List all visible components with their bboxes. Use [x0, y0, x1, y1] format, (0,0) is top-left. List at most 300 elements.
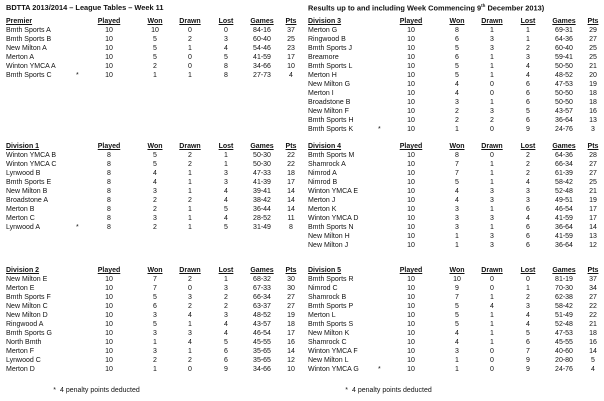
column-header-won: Won: [147, 18, 163, 25]
team-name: Winton YMCA A: [6, 63, 56, 70]
team-name: New Milton D: [6, 312, 48, 319]
cell-played: 10: [407, 233, 415, 240]
cell-games: 54-46: [253, 45, 271, 52]
team-name: Shamrock C: [308, 339, 347, 346]
cell-drawn: 3: [188, 330, 192, 337]
team-name: New Milton C: [6, 303, 48, 310]
column-header-games: Games: [250, 18, 274, 25]
cell-drawn: 0: [490, 126, 494, 133]
cell-lost: 4: [224, 45, 228, 52]
cell-pts: 12: [589, 242, 597, 249]
cell-drawn: 3: [490, 197, 494, 204]
table-row: [308, 178, 604, 187]
cell-games: 36-64: [555, 224, 573, 231]
column-header-played: Played: [399, 267, 423, 274]
cell-lost: 6: [526, 233, 530, 240]
cell-lost: 5: [224, 206, 228, 213]
cell-games: 24-76: [555, 126, 573, 133]
team-name: Merton D: [6, 366, 35, 373]
table-division-1: [6, 142, 302, 232]
cell-pts: 10: [287, 366, 295, 373]
column-header-games: Games: [552, 18, 576, 25]
table-row: [308, 187, 604, 196]
cell-games: 46-54: [253, 330, 271, 337]
table-row: [308, 44, 604, 53]
cell-drawn: 1: [490, 330, 494, 337]
cell-games: 69-31: [555, 27, 573, 34]
cell-lost: 4: [526, 179, 530, 186]
cell-pts: 34: [589, 285, 597, 292]
footnote-text: 4 penalty points deducted: [60, 387, 140, 394]
cell-lost: 4: [526, 312, 530, 319]
cell-drawn: 4: [490, 303, 494, 310]
table-row: [308, 196, 604, 205]
cell-lost: 4: [224, 330, 228, 337]
cell-lost: 3: [224, 170, 228, 177]
team-name: Nimrod C: [308, 285, 338, 292]
cell-pts: 17: [589, 215, 597, 222]
table-row: [6, 275, 302, 284]
cell-pts: 27: [589, 170, 597, 177]
cell-games: 41-39: [253, 179, 271, 186]
team-name: Merton F: [6, 348, 35, 355]
cell-pts: 16: [589, 108, 597, 115]
cell-played: 10: [105, 357, 113, 364]
cell-lost: 6: [526, 224, 530, 231]
cell-games: 43-57: [555, 108, 573, 115]
cell-drawn: 2: [188, 152, 192, 159]
cell-games: 66-34: [253, 294, 271, 301]
cell-won: 10: [151, 27, 159, 34]
cell-played: 10: [407, 36, 415, 43]
cell-lost: 3: [224, 36, 228, 43]
cell-games: 58-42: [555, 303, 573, 310]
cell-won: 3: [153, 188, 157, 195]
table-row: [6, 347, 302, 356]
cell-pts: 17: [287, 54, 295, 61]
cell-pts: 3: [591, 126, 595, 133]
cell-won: 7: [455, 170, 459, 177]
table-row: [308, 205, 604, 214]
cell-pts: 14: [589, 348, 597, 355]
column-header-games: Games: [552, 267, 576, 274]
column-header-drawn: Drawn: [481, 18, 503, 25]
table-row: [6, 329, 302, 338]
cell-games: 41-59: [555, 233, 573, 240]
cell-lost: 5: [526, 330, 530, 337]
cell-won: 3: [153, 348, 157, 355]
cell-played: 8: [107, 215, 111, 222]
cell-won: 4: [153, 179, 157, 186]
cell-won: 3: [455, 206, 459, 213]
penalty-marker: *: [76, 72, 79, 79]
table-row: [308, 329, 604, 338]
cell-lost: 3: [526, 188, 530, 195]
column-header-pts: Pts: [285, 267, 297, 274]
cell-played: 10: [105, 72, 113, 79]
cell-pts: 8: [289, 224, 293, 231]
cell-played: 10: [407, 54, 415, 61]
table-division-4: [308, 142, 604, 250]
cell-drawn: 2: [188, 36, 192, 43]
cell-games: 50-50: [555, 90, 573, 97]
table-row: [308, 107, 604, 116]
team-name: Ringwood A: [6, 321, 44, 328]
cell-pts: 17: [589, 206, 597, 213]
results-date-prefix: Results up to and including Week Commencing 9: [308, 3, 482, 13]
cell-pts: 21: [589, 63, 597, 70]
table-row: [6, 284, 302, 293]
column-header-won: Won: [449, 267, 465, 274]
division-title: Division 3: [308, 18, 342, 25]
cell-pts: 21: [589, 188, 597, 195]
cell-lost: 4: [224, 197, 228, 204]
cell-lost: 6: [224, 357, 228, 364]
cell-won: 1: [455, 233, 459, 240]
cell-drawn: 1: [490, 206, 494, 213]
cell-won: 3: [153, 312, 157, 319]
cell-won: 6: [153, 303, 157, 310]
table-division-5: [308, 266, 604, 374]
cell-drawn: 2: [188, 197, 192, 204]
cell-won: 7: [455, 161, 459, 168]
cell-games: 39-41: [253, 188, 271, 195]
cell-played: 8: [107, 179, 111, 186]
table-row: [6, 293, 302, 302]
cell-played: 10: [105, 36, 113, 43]
cell-played: 8: [107, 224, 111, 231]
cell-won: 5: [455, 312, 459, 319]
cell-lost: 1: [224, 161, 228, 168]
table-row: [6, 302, 302, 311]
cell-drawn: 1: [188, 72, 192, 79]
cell-games: 31-49: [253, 224, 271, 231]
cell-won: 1: [153, 339, 157, 346]
cell-lost: 3: [224, 285, 228, 292]
cell-played: 10: [407, 357, 415, 364]
cell-games: 48-52: [555, 72, 573, 79]
table-division-2: [6, 266, 302, 374]
cell-pts: 14: [287, 188, 295, 195]
cell-drawn: 1: [490, 170, 494, 177]
cell-drawn: 1: [490, 179, 494, 186]
cell-pts: 23: [287, 45, 295, 52]
cell-played: 10: [105, 63, 113, 70]
team-name: Ringwood B: [308, 36, 346, 43]
cell-played: 10: [407, 339, 415, 346]
cell-games: 66-34: [555, 161, 573, 168]
cell-won: 5: [153, 161, 157, 168]
team-name: Nimrod A: [308, 170, 337, 177]
cell-drawn: 0: [490, 81, 494, 88]
cell-games: 64-36: [555, 152, 573, 159]
table-row: [6, 205, 302, 214]
cell-drawn: 0: [490, 348, 494, 355]
column-header-played: Played: [97, 267, 121, 274]
cell-drawn: 4: [188, 339, 192, 346]
cell-games: 34-66: [253, 63, 271, 70]
cell-played: 10: [105, 285, 113, 292]
cell-played: 10: [105, 276, 113, 283]
cell-games: 60-40: [253, 36, 271, 43]
cell-played: 10: [105, 45, 113, 52]
footnote-star: *: [345, 387, 348, 394]
team-name: Lynwood C: [6, 357, 41, 364]
cell-lost: 2: [526, 161, 530, 168]
cell-won: 2: [455, 117, 459, 124]
cell-pts: 14: [287, 206, 295, 213]
cell-drawn: 1: [490, 63, 494, 70]
cell-lost: 9: [526, 126, 530, 133]
cell-lost: 5: [526, 108, 530, 115]
cell-won: 5: [153, 54, 157, 61]
cell-pts: 30: [287, 276, 295, 283]
cell-pts: 19: [589, 197, 597, 204]
table-row: [6, 338, 302, 347]
team-name: Bmth Sports S: [308, 321, 354, 328]
cell-drawn: 1: [490, 72, 494, 79]
cell-games: 60-40: [555, 45, 573, 52]
cell-won: 5: [153, 152, 157, 159]
cell-games: 48-52: [253, 312, 271, 319]
column-header-lost: Lost: [520, 18, 536, 25]
cell-drawn: 1: [490, 294, 494, 301]
team-name: Bmth Sports A: [6, 27, 51, 34]
cell-won: 1: [455, 242, 459, 249]
team-name: Lynwood B: [6, 170, 41, 177]
cell-played: 8: [107, 161, 111, 168]
cell-pts: 37: [287, 27, 295, 34]
table-row: [308, 320, 604, 329]
cell-lost: 8: [224, 63, 228, 70]
cell-won: 2: [153, 63, 157, 70]
table-row: [308, 232, 604, 241]
cell-played: 10: [105, 321, 113, 328]
cell-lost: 3: [224, 312, 228, 319]
column-header-drawn: Drawn: [481, 143, 503, 150]
cell-pts: 14: [287, 348, 295, 355]
cell-drawn: 0: [490, 276, 494, 283]
cell-games: 43-57: [253, 321, 271, 328]
cell-pts: 19: [589, 81, 597, 88]
cell-played: 8: [107, 188, 111, 195]
cell-games: 52-48: [555, 321, 573, 328]
cell-played: 10: [105, 303, 113, 310]
team-name: North Bmth: [6, 339, 42, 346]
cell-played: 10: [407, 90, 415, 97]
cell-lost: 9: [526, 366, 530, 373]
column-header-pts: Pts: [285, 18, 297, 25]
cell-won: 2: [455, 108, 459, 115]
table-row: [308, 365, 604, 374]
cell-pts: 14: [589, 224, 597, 231]
cell-games: 52-48: [555, 188, 573, 195]
cell-played: 10: [407, 99, 415, 106]
team-name: Bmth Sports N: [308, 224, 354, 231]
cell-won: 3: [455, 224, 459, 231]
table-premier: [6, 17, 302, 80]
column-header-games: Games: [250, 267, 274, 274]
cell-won: 4: [455, 90, 459, 97]
team-name: New Milton H: [308, 233, 350, 240]
cell-played: 10: [105, 348, 113, 355]
column-header-drawn: Drawn: [179, 143, 201, 150]
cell-played: 10: [407, 27, 415, 34]
cell-played: 10: [407, 170, 415, 177]
cell-games: 41-59: [253, 54, 271, 61]
cell-games: 49-51: [555, 197, 573, 204]
table-row: [6, 71, 302, 80]
results-date-heading: [308, 3, 544, 12]
column-header-won: Won: [147, 143, 163, 150]
table-header-row: [308, 17, 604, 26]
cell-lost: 2: [526, 170, 530, 177]
cell-played: 10: [105, 339, 113, 346]
cell-won: 5: [455, 179, 459, 186]
cell-won: 4: [455, 188, 459, 195]
cell-games: 27-73: [253, 72, 271, 79]
cell-played: 10: [407, 188, 415, 195]
cell-pts: 10: [287, 63, 295, 70]
cell-lost: 8: [224, 72, 228, 79]
cell-won: 10: [453, 276, 461, 283]
table-row: [6, 44, 302, 53]
table-row: [308, 275, 604, 284]
table-division-3: [308, 17, 604, 134]
cell-drawn: 1: [490, 312, 494, 319]
cell-lost: 4: [224, 321, 228, 328]
cell-played: 10: [407, 224, 415, 231]
table-row: [6, 62, 302, 71]
table-row: [6, 169, 302, 178]
table-row: [6, 223, 302, 232]
cell-pts: 25: [589, 45, 597, 52]
team-name: Bmth Sports F: [6, 294, 51, 301]
cell-pts: 21: [589, 321, 597, 328]
team-name: Merton J: [308, 197, 336, 204]
cell-games: 67-33: [253, 285, 271, 292]
table-row: [6, 311, 302, 320]
team-name: Bmth Sports M: [308, 152, 355, 159]
table-row: [308, 293, 604, 302]
cell-lost: 1: [224, 152, 228, 159]
cell-won: 3: [153, 215, 157, 222]
cell-drawn: 0: [188, 366, 192, 373]
cell-won: 6: [455, 54, 459, 61]
cell-won: 5: [455, 63, 459, 70]
cell-drawn: 1: [490, 161, 494, 168]
cell-lost: 3: [224, 179, 228, 186]
penalty-marker: *: [378, 366, 381, 373]
team-name: Merton E: [6, 285, 35, 292]
cell-drawn: 2: [188, 161, 192, 168]
team-name: Winton YMCA D: [308, 215, 359, 222]
cell-drawn: 3: [490, 233, 494, 240]
cell-games: 51-49: [555, 312, 573, 319]
cell-drawn: 0: [490, 152, 494, 159]
penalty-marker: *: [378, 126, 381, 133]
team-name: New Milton L: [308, 357, 349, 364]
cell-won: 5: [455, 72, 459, 79]
table-row: [308, 284, 604, 293]
cell-drawn: 1: [490, 27, 494, 34]
cell-games: 50-30: [253, 161, 271, 168]
division-title: Division 4: [308, 143, 342, 150]
team-name: Broadstone B: [308, 99, 351, 106]
cell-won: 4: [455, 330, 459, 337]
cell-pts: 18: [287, 170, 295, 177]
cell-played: 10: [407, 276, 415, 283]
cell-games: 81-19: [555, 276, 573, 283]
cell-pts: 4: [591, 366, 595, 373]
team-name: Shamrock A: [308, 161, 346, 168]
team-name: Bmth Sports L: [308, 63, 353, 70]
team-name: Merton L: [308, 312, 336, 319]
cell-won: 6: [455, 36, 459, 43]
division-title: Division 2: [6, 267, 40, 274]
cell-drawn: 3: [490, 45, 494, 52]
cell-won: 2: [153, 206, 157, 213]
column-header-pts: Pts: [587, 18, 599, 25]
team-name: Broadstone A: [6, 197, 49, 204]
cell-played: 10: [407, 179, 415, 186]
table-row: [308, 151, 604, 160]
team-name: New Milton G: [308, 81, 351, 88]
cell-drawn: 1: [188, 224, 192, 231]
column-header-drawn: Drawn: [179, 267, 201, 274]
cell-lost: 2: [224, 303, 228, 310]
table-row: [6, 187, 302, 196]
cell-won: 4: [455, 197, 459, 204]
cell-lost: 3: [526, 54, 530, 61]
cell-played: 10: [407, 161, 415, 168]
column-header-pts: Pts: [587, 267, 599, 274]
cell-drawn: 1: [490, 224, 494, 231]
column-header-lost: Lost: [520, 143, 536, 150]
cell-games: 41-59: [555, 215, 573, 222]
column-header-drawn: Drawn: [481, 267, 503, 274]
cell-drawn: 3: [490, 36, 494, 43]
cell-pts: 37: [589, 276, 597, 283]
cell-lost: 4: [526, 72, 530, 79]
cell-played: 10: [407, 285, 415, 292]
column-header-won: Won: [147, 267, 163, 274]
cell-won: 5: [455, 303, 459, 310]
cell-played: 10: [407, 321, 415, 328]
team-name: Winton YMCA C: [6, 161, 57, 168]
table-row: [6, 26, 302, 35]
cell-pts: 11: [287, 215, 295, 222]
cell-won: 5: [455, 45, 459, 52]
cell-lost: 6: [526, 339, 530, 346]
table-row: [6, 178, 302, 187]
cell-games: 68-32: [253, 276, 271, 283]
cell-lost: 6: [526, 90, 530, 97]
cell-games: 38-42: [253, 197, 271, 204]
table-row: [308, 214, 604, 223]
cell-games: 50-30: [253, 152, 271, 159]
team-name: Lynwood A: [6, 224, 40, 231]
team-name: Bmth Sports P: [308, 303, 354, 310]
table-header-row: [6, 266, 302, 275]
cell-games: 46-54: [555, 206, 573, 213]
cell-played: 10: [407, 45, 415, 52]
cell-lost: 5: [224, 339, 228, 346]
cell-won: 1: [455, 357, 459, 364]
cell-won: 5: [153, 294, 157, 301]
table-row: [308, 223, 604, 232]
cell-lost: 5: [224, 224, 228, 231]
